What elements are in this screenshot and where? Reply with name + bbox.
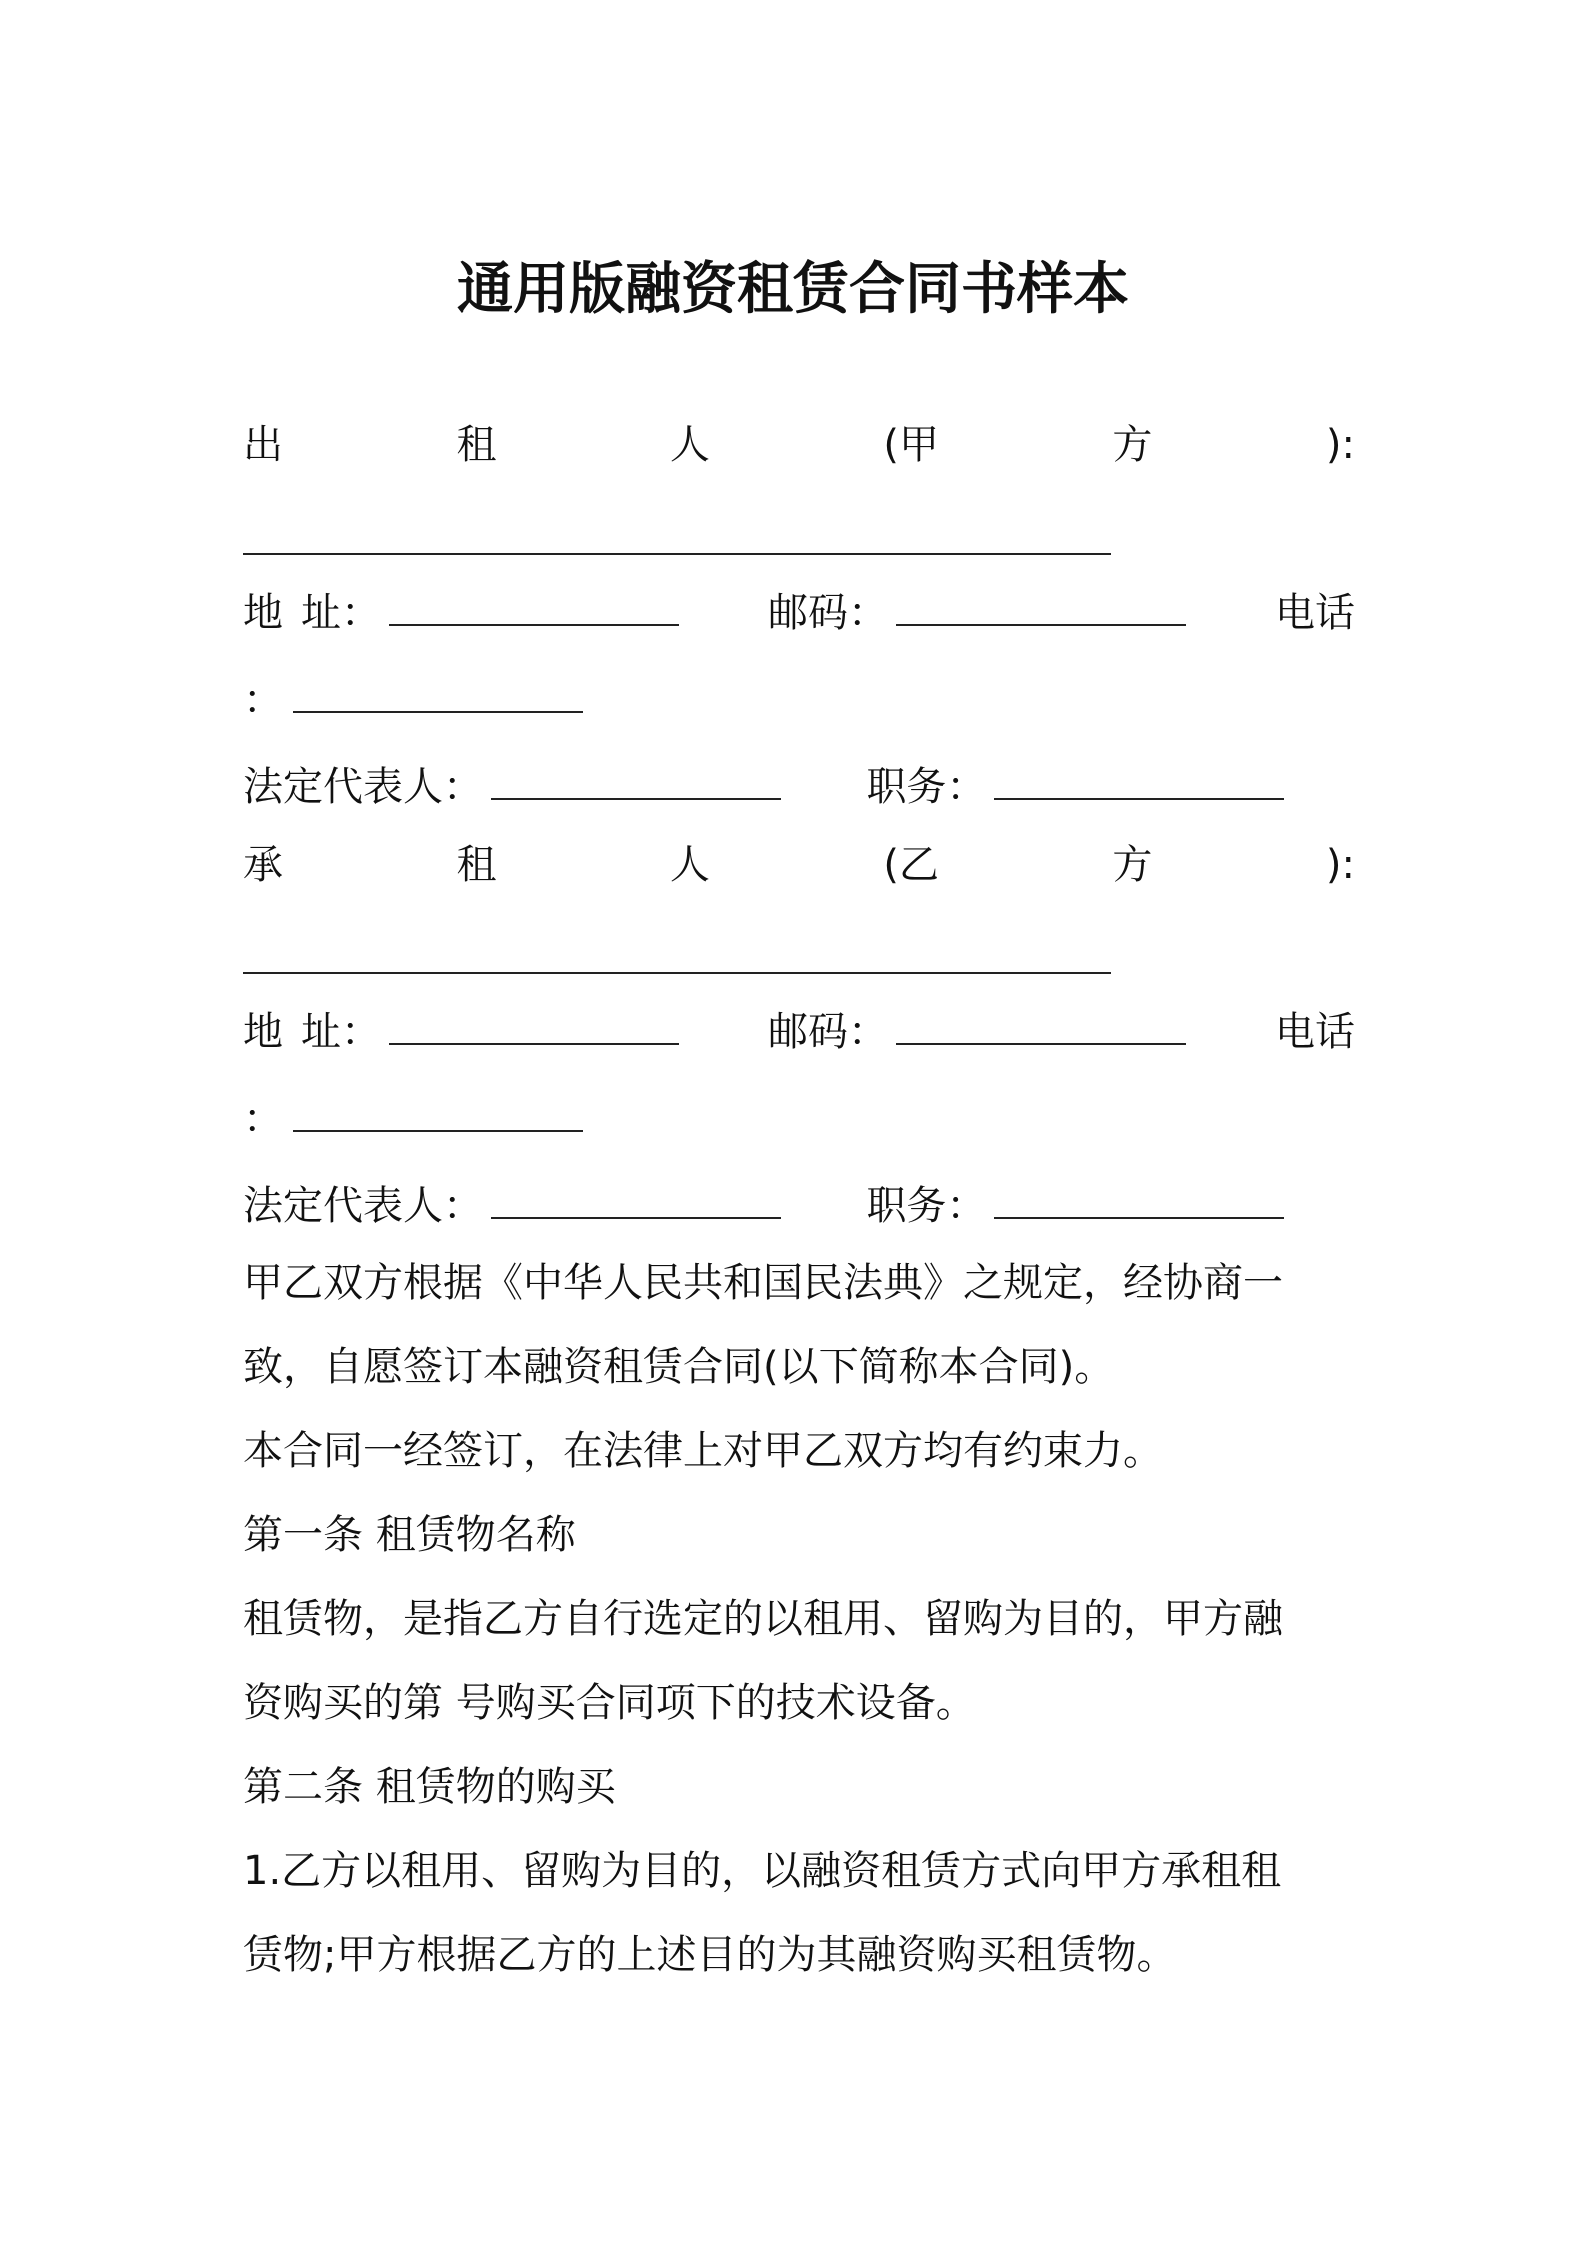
lessee-rep-row xyxy=(243,1176,1355,1236)
lessee-label-char: 承 xyxy=(243,842,283,888)
lessee-position-label: 职务： xyxy=(866,1183,987,1229)
paragraph-1-line-2: 致，自愿签订本融资租赁合同(以下简称本合同)。 xyxy=(243,1344,1115,1390)
lessor-label-char: 方 xyxy=(1112,422,1153,468)
lessor-phone-row xyxy=(243,670,1355,730)
lessor-name-blank-row xyxy=(243,513,1355,555)
document-title: 通用版融资租赁合同书样本 xyxy=(457,257,1129,322)
lessee-label-char: (乙 xyxy=(883,842,939,888)
paragraph-1-line-1: 甲乙双方根据《中华人民共和国民法典》之规定，经协商一 xyxy=(243,1260,1283,1306)
lessor-label-char: 人 xyxy=(669,422,710,468)
lessee-name-blank-row xyxy=(243,932,1355,974)
paragraph-2: 本合同一经签订，在法律上对甲乙双方均有约束力。 xyxy=(243,1428,1163,1474)
lessor-address-label: 地 xyxy=(243,590,283,636)
lessee-label-char: 租 xyxy=(456,842,497,888)
lessee-phone-blank[interactable] xyxy=(293,1092,583,1132)
article-2-heading: 第二条 租赁物的购买 xyxy=(243,1764,616,1810)
lessee-legal-rep-blank[interactable] xyxy=(491,1179,781,1219)
lessee-phone-colon: ： xyxy=(243,1096,283,1142)
lessor-postcode-label: 邮码： xyxy=(768,590,888,636)
lessor-label-row xyxy=(243,415,1355,475)
lessee-phone-row xyxy=(243,1089,1355,1149)
lessor-rep-row xyxy=(243,757,1355,817)
lessee-phone-label: 电话 xyxy=(1275,1009,1355,1055)
lessor-postcode-blank[interactable] xyxy=(896,586,1186,626)
lessor-label-char: 出 xyxy=(243,422,283,468)
lessee-position-blank[interactable] xyxy=(994,1179,1284,1219)
lessee-address-label-2: 址： xyxy=(301,1009,381,1055)
lessee-label-row xyxy=(243,835,1355,895)
lessee-label-char: 方 xyxy=(1112,842,1153,888)
lessor-position-blank[interactable] xyxy=(994,760,1284,800)
article-2-line-1: 1.乙方以租用、留购为目的，以融资租赁方式向甲方承租租 xyxy=(243,1848,1282,1894)
lessor-phone-colon: ： xyxy=(243,677,283,723)
lessee-postcode-blank[interactable] xyxy=(896,1005,1186,1045)
lessee-address-blank[interactable] xyxy=(389,1005,679,1045)
lessor-position-label: 职务： xyxy=(866,764,987,810)
lessor-name-blank[interactable] xyxy=(243,513,1111,555)
lessee-postcode-label: 邮码： xyxy=(768,1009,888,1055)
article-1-line-1: 租赁物，是指乙方自行选定的以租用、留购为目的，甲方融 xyxy=(243,1596,1283,1642)
lessee-label-char: ): xyxy=(1325,842,1355,888)
lessor-phone-label: 电话 xyxy=(1275,590,1355,636)
lessee-address-label: 地 xyxy=(243,1009,283,1055)
lessor-legal-rep-label: 法定代表人： xyxy=(243,764,483,810)
article-1-heading: 第一条 租赁物名称 xyxy=(243,1512,576,1558)
lessor-contact-row xyxy=(243,583,1355,643)
lessor-address-blank[interactable] xyxy=(389,586,679,626)
lessor-legal-rep-blank[interactable] xyxy=(491,760,781,800)
lessee-name-blank[interactable] xyxy=(243,932,1111,974)
article-2-line-2: 赁物;甲方根据乙方的上述目的为其融资购买租赁物。 xyxy=(243,1932,1177,1978)
article-1-line-2: 资购买的第 号购买合同项下的技术设备。 xyxy=(243,1680,976,1726)
lessor-label-char: 租 xyxy=(456,422,497,468)
lessee-legal-rep-label: 法定代表人： xyxy=(243,1183,483,1229)
lessee-label-char: 人 xyxy=(669,842,710,888)
lessor-label-char: (甲 xyxy=(883,422,939,468)
lessee-contact-row xyxy=(243,1002,1355,1062)
lessor-phone-blank[interactable] xyxy=(293,673,583,713)
lessor-label-char: ): xyxy=(1325,422,1355,468)
lessor-address-label-2: 址： xyxy=(301,590,381,636)
